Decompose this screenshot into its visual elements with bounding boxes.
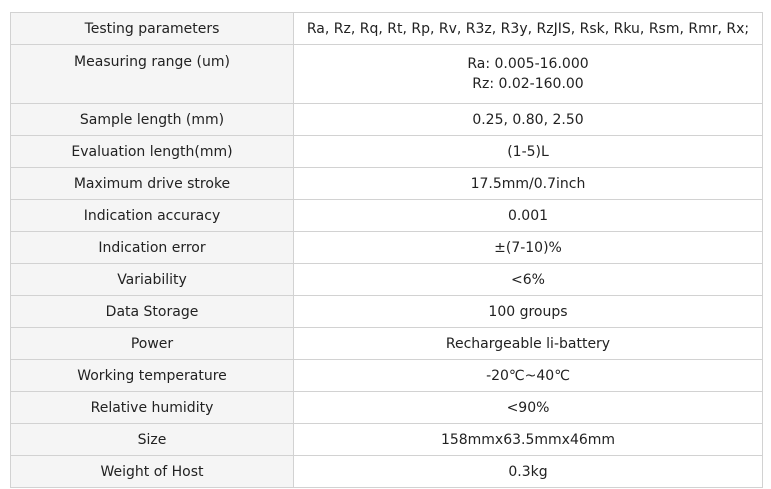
spec-table-container bbox=[10, 12, 762, 488]
table-row bbox=[11, 456, 763, 488]
table-row bbox=[11, 232, 763, 264]
table-row bbox=[11, 264, 763, 296]
parameter-name-cell: Testing parameters bbox=[11, 13, 294, 45]
parameter-name-cell: Evaluation length(mm) bbox=[11, 136, 294, 168]
spec-table bbox=[10, 12, 763, 488]
table-row bbox=[11, 360, 763, 392]
parameter-name-cell: Data Storage bbox=[11, 296, 294, 328]
parameter-value-cell bbox=[294, 424, 763, 456]
parameter-name-cell: Sample length (mm) bbox=[11, 104, 294, 136]
parameter-value-cell bbox=[294, 13, 763, 45]
parameter-value-line: 0.3kg bbox=[508, 463, 548, 480]
parameter-value-line: ±(7-10)% bbox=[494, 239, 562, 256]
table-row bbox=[11, 45, 763, 104]
parameter-name-cell: Indication accuracy bbox=[11, 200, 294, 232]
table-row bbox=[11, 104, 763, 136]
parameter-value-cell bbox=[294, 104, 763, 136]
parameter-name-cell: Maximum drive stroke bbox=[11, 168, 294, 200]
parameter-value-cell bbox=[294, 264, 763, 296]
parameter-value-line: <90% bbox=[506, 399, 550, 416]
parameter-value-cell bbox=[294, 392, 763, 424]
parameter-value-cell bbox=[294, 136, 763, 168]
parameter-name-cell: Size bbox=[11, 424, 294, 456]
parameter-value-cell bbox=[294, 360, 763, 392]
parameter-value-line: 0.25, 0.80, 2.50 bbox=[472, 111, 584, 128]
parameter-value-line: 158mmx63.5mmx46mm bbox=[440, 431, 616, 448]
parameter-name-cell: Indication error bbox=[11, 232, 294, 264]
parameter-value-cell bbox=[294, 168, 763, 200]
parameter-value-cell bbox=[294, 328, 763, 360]
parameter-value-line: Rechargeable li-battery bbox=[445, 335, 611, 352]
parameter-value-cell bbox=[294, 45, 763, 104]
table-row bbox=[11, 296, 763, 328]
table-row bbox=[11, 200, 763, 232]
parameter-value-line: -20℃~40℃ bbox=[486, 367, 570, 384]
parameter-value-cell bbox=[294, 296, 763, 328]
parameter-name-cell: Measuring range (um) bbox=[11, 45, 294, 104]
parameter-value-line: 100 groups bbox=[488, 303, 568, 320]
parameter-value-line: Ra, Rz, Rq, Rt, Rp, Rv, R3z, R3y, RzJIS, Rsk, Rku, Rsm, Rmr, Rx; bbox=[306, 20, 750, 37]
parameter-value-cell bbox=[294, 456, 763, 488]
parameter-name-cell: Relative humidity bbox=[11, 392, 294, 424]
parameter-value-line: Ra: 0.005-16.000 bbox=[467, 56, 589, 72]
parameter-name-cell: Variability bbox=[11, 264, 294, 296]
spec-table-body bbox=[11, 13, 763, 488]
parameter-name-cell: Weight of Host bbox=[11, 456, 294, 488]
table-row bbox=[11, 392, 763, 424]
table-row bbox=[11, 136, 763, 168]
table-row bbox=[11, 13, 763, 45]
parameter-value-line: Rz: 0.02-160.00 bbox=[472, 76, 584, 92]
table-row bbox=[11, 168, 763, 200]
parameter-value-cell bbox=[294, 200, 763, 232]
parameter-value-cell bbox=[294, 232, 763, 264]
table-row bbox=[11, 424, 763, 456]
parameter-value-line: 0.001 bbox=[507, 207, 549, 224]
table-row bbox=[11, 328, 763, 360]
parameter-value-line: 17.5mm/0.7inch bbox=[470, 175, 586, 192]
parameter-name-cell: Power bbox=[11, 328, 294, 360]
parameter-value-line: (1-5)L bbox=[507, 143, 549, 160]
parameter-name-cell: Working temperature bbox=[11, 360, 294, 392]
parameter-value-line: <6% bbox=[511, 271, 545, 288]
